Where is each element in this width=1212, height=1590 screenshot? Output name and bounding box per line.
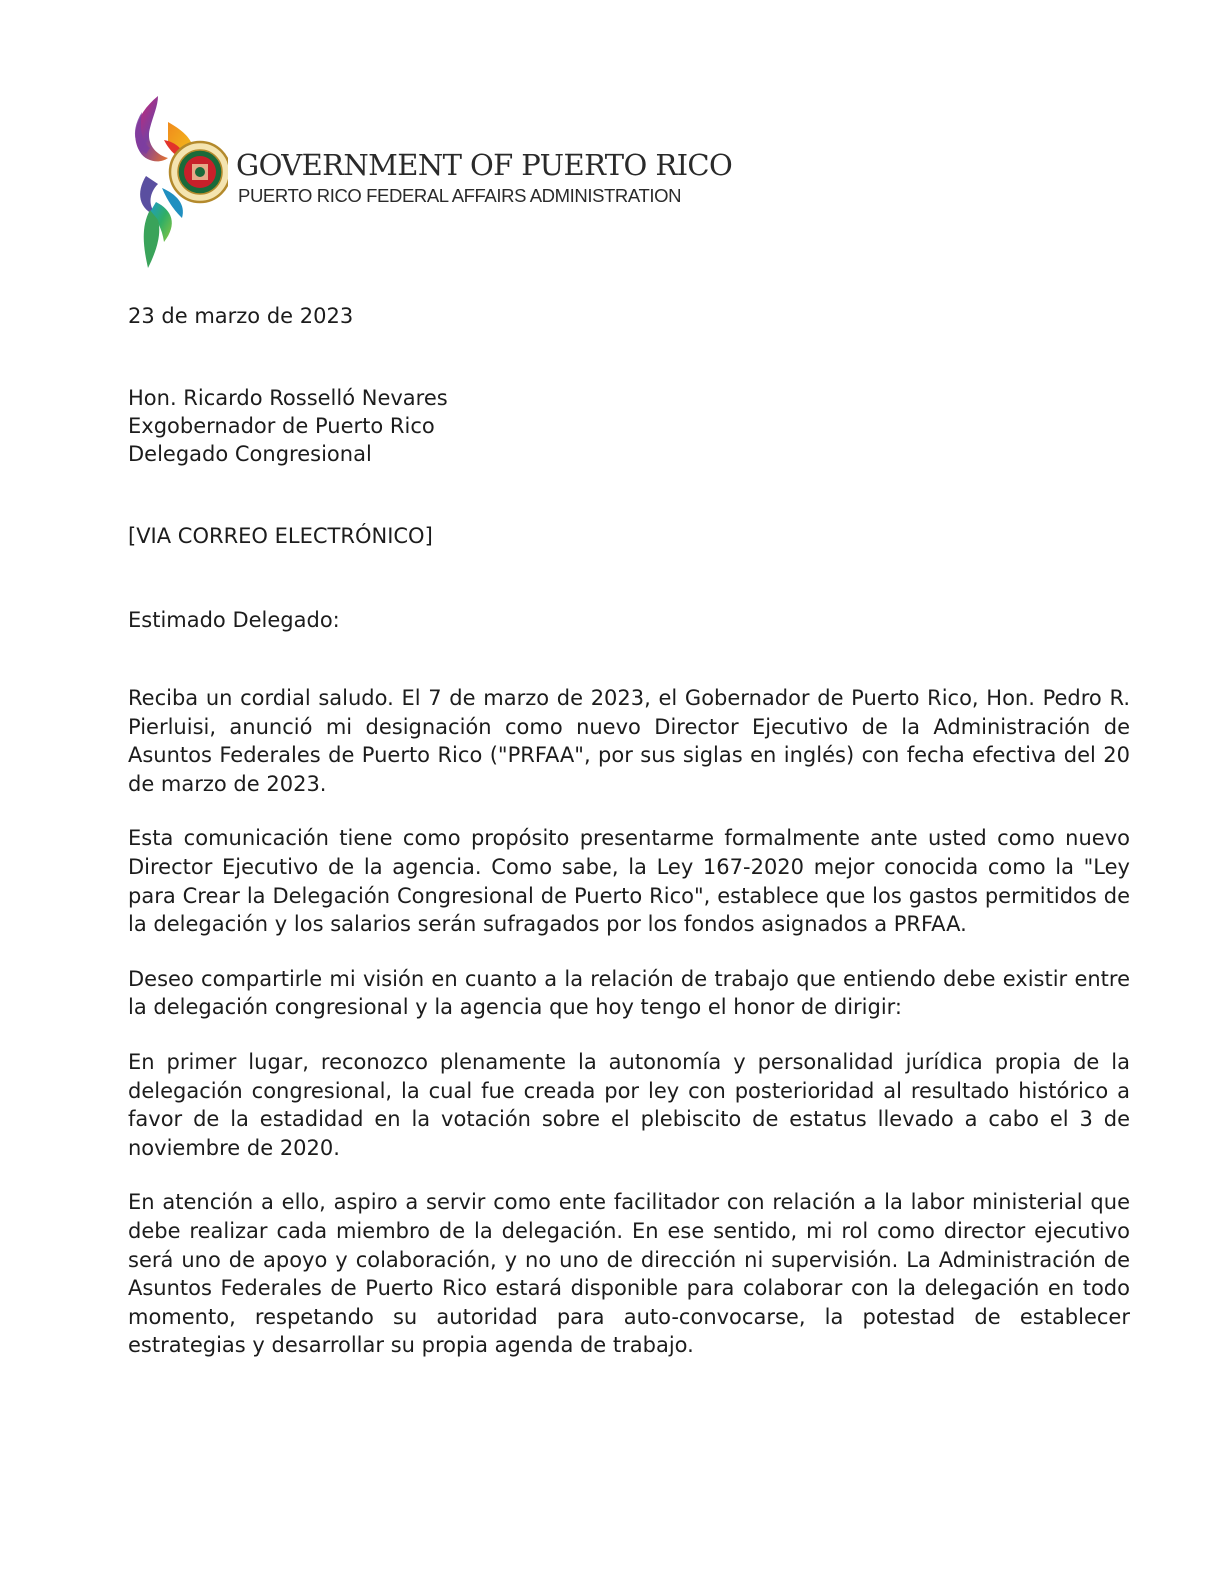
recipient-title-2: Delegado Congresional [128, 442, 372, 466]
recipient-title-1: Exgobernador de Puerto Rico [128, 414, 435, 438]
salutation: Estimado Delegado: [128, 608, 340, 632]
paragraph-2: Esta comunicación tiene como propósito presentarme formalmente ante usted como nuevo Director Ejecutivo de la agencia. Como sabe, la Ley 167-2020 mejor conocida como la "Ley para Crear la Delegación Congresional de Puerto Rico", establece que los gastos permitidos de la delegación y los salarios serán sufragados por los fondos asignados a PRFAA. [128, 826, 1130, 937]
paragraph-1: Reciba un cordial saludo. El 7 de marzo de 2023, el Gobernador de Puerto Rico, Hon. Pedro R. Pierluisi, anunció mi designación como nuevo Director Ejecutivo de la Administración de Asuntos Federales de Puerto Rico ("PRFAA", por sus siglas en inglés) con fecha efectiva del 20 de marzo de 2023. [128, 686, 1130, 796]
government-title: GOVERNMENT OF PUERTO RICO [236, 148, 733, 182]
letter-date: 23 de marzo de 2023 [128, 304, 354, 328]
paragraph-5: En atención a ello, aspiro a servir como ente facilitador con relación a la labor ministerial que debe realizar cada miembro de la delegación. En ese sentido, mi rol como director ejecutivo será uno de apoyo y colaboración, y no uno de dirección ni supervisión. La Administración de Asuntos Federales de Puerto Rico estará disponible para colaborar con la delegación en todo momento, respetando su autoridad para auto-convocarse, la potestad de establecer estrategias y desarrollar su propia agenda de trabajo. [128, 1190, 1130, 1358]
agency-subtitle: PUERTO RICO FEDERAL AFFAIRS ADMINISTRATION [238, 185, 682, 206]
letterhead [128, 92, 733, 272]
prfaa-logo-mark [128, 92, 228, 272]
delivery-note: [VIA CORREO ELECTRÓNICO] [128, 524, 433, 548]
paragraph-4: En primer lugar, reconozco plenamente la autonomía y personalidad jurídica propia de la delegación congresional, la cual fue creada por ley con posterioridad al resultado histórico a favor de la estadidad en la votación sobre el plebiscito de estatus llevado a cabo el 3 de noviembre de 2020. [128, 1049, 1130, 1160]
letter-body [128, 684, 1130, 1386]
recipient-name: Hon. Ricardo Rosselló Nevares [128, 386, 448, 410]
paragraph-3: Deseo compartirle mi visión en cuanto a la relación de trabajo que entiendo debe existir entre la delegación congresional y la agencia que hoy tengo el honor de dirigir: [128, 966, 1130, 1020]
